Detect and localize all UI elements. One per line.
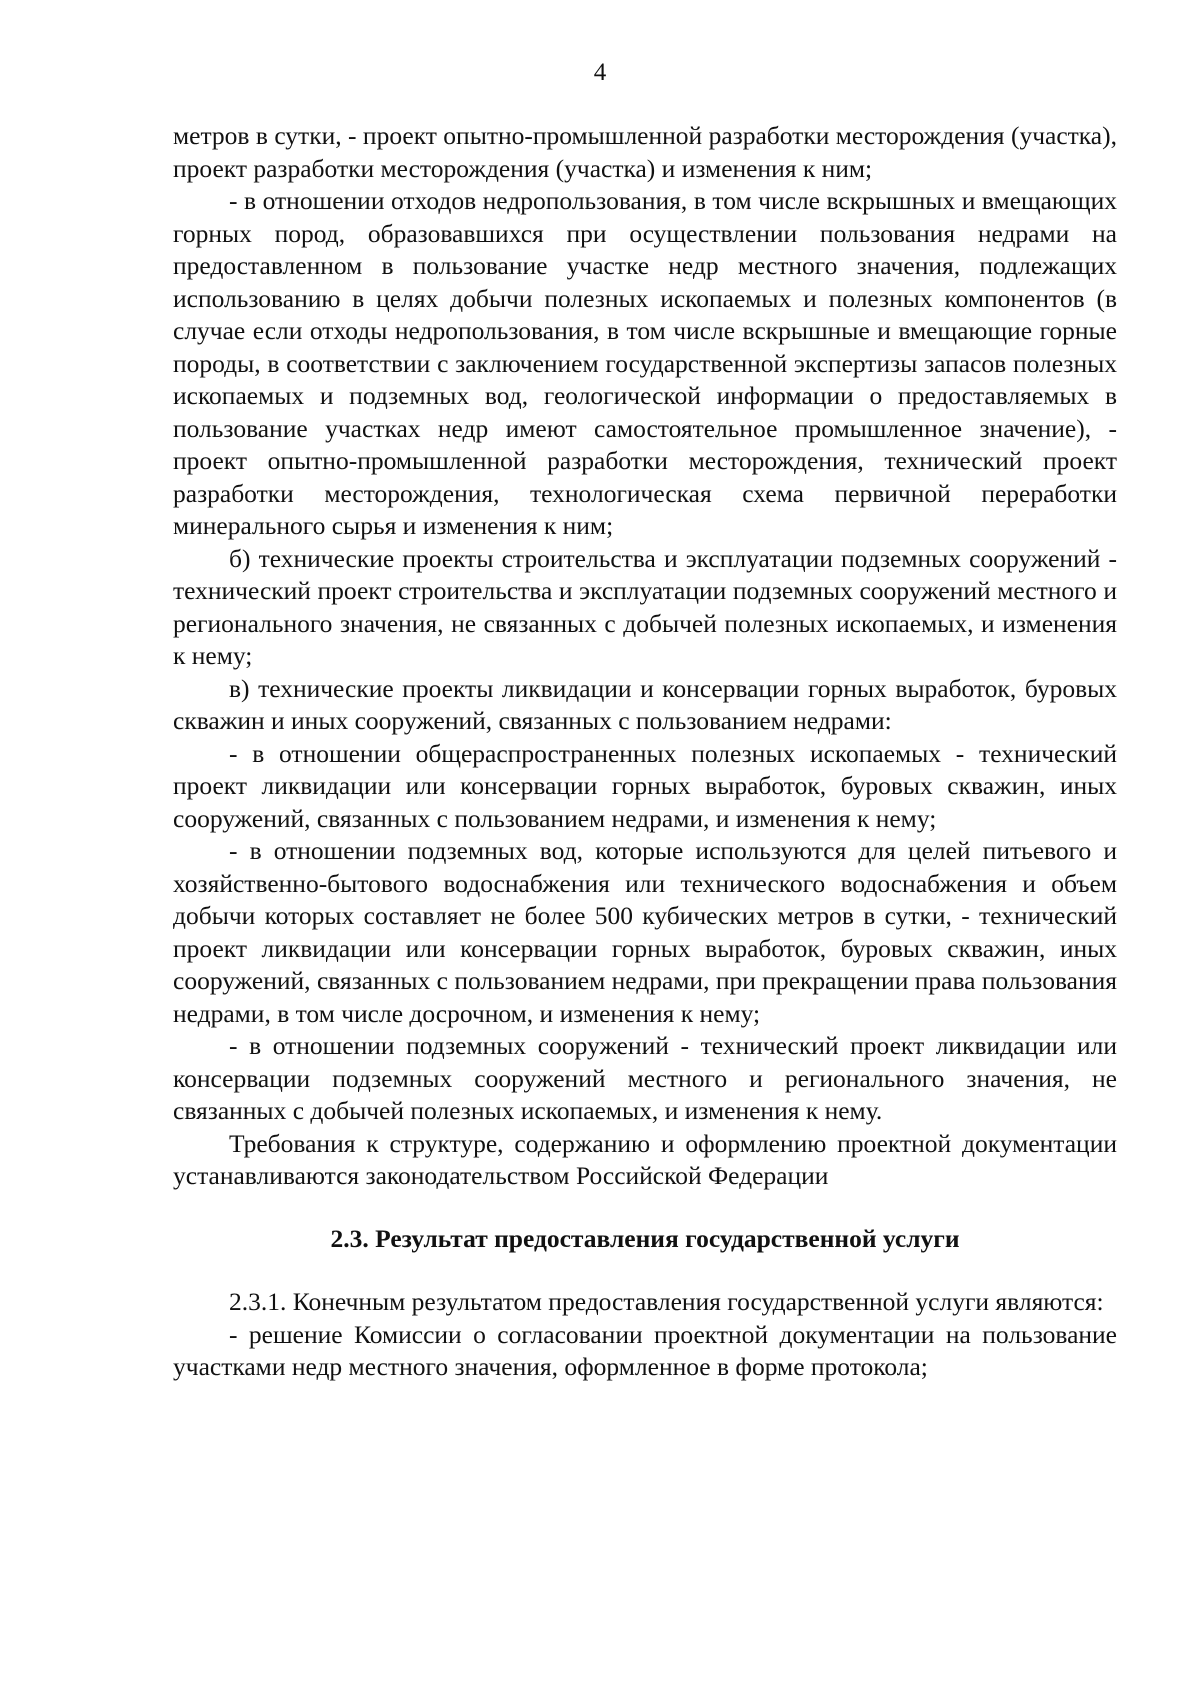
section-heading: 2.3. Результат предоставления государственной услуги [330, 1223, 960, 1253]
paragraph-common-minerals: - в отношении общераспространенных полезных ископаемых - технический проект ликвидации или консервации горных выработок, буровых скважин, иных сооружений, связанных с пользованием недрами, и изменения к нему; [173, 738, 1117, 833]
paragraph-waste-subsoil: - в отношении отходов недропользования, в том числе вскрышных и вмещающих горных пород, образовавшихся при осуществлении пользования недрами на предоставленном в пользование участке недр местного значения, подлежащих использованию в целях добычи полезных ископаемых и полезных компонентов (в случае если отходы недропользования, в том числе вскрышные и вмещающие горные породы, в соответствии с заключением государственной экспертизы запасов полезных ископаемых и подземных вод, геологической информации о предоставляемых в пользование участках недр имеют самостоятельное промышленное значение), - проект опытно-промышленной разработки месторождения, технический проект разработки месторождения, технологическая схема первичной переработки минерального сырья и изменения к ним; [173, 186, 1117, 540]
paragraph-v-liquidation-projects: в) технические проекты ликвидации и консервации горных выработок, буровых скважин и иных сооружений, связанных с пользованием недрами: [173, 673, 1117, 735]
paragraph-final-result: 2.3.1. Конечным результатом предоставления государственной услуги являются: [229, 1287, 1104, 1316]
page-number: 4 [593, 59, 607, 86]
paragraph-requirements: Требования к структуре, содержанию и оформлению проектной документации устанавливаются законодательством Российской Федерации [173, 1128, 1117, 1190]
paragraph-underground-structures: - в отношении подземных сооружений - технический проект ликвидации или консервации подземных сооружений местного и регионального значения, не связанных с добычей полезных ископаемых, и изменения к нему. [173, 1031, 1117, 1125]
paragraph-commission-decision: - решение Комиссии о согласовании проектной документации на пользование участками недр местного значения, оформленное в форме протокола; [173, 1319, 1117, 1381]
paragraph-b-underground-structures: б) технические проекты строительства и эксплуатации подземных сооружений - технический проект строительства и эксплуатации подземных сооружений местного и регионального значения, не связанных с добычей полезных ископаемых, и изменения к нему; [173, 543, 1117, 670]
document-body [173, 120, 1117, 1384]
paragraph-underground-water: - в отношении подземных вод, которые используются для целей питьевого и хозяйственно-бытового водоснабжения или технического водоснабжения и объем добычи которых составляет не более 500 кубических метров в сутки, - технический проект ликвидации или консервации горных выработок, буровых скважин, иных сооружений, связанных с пользованием недрами, при прекращении права пользования недрами, в том числе досрочном, и изменения к нему; [173, 836, 1117, 1028]
paragraph-continuation: метров в сутки, - проект опытно-промышленной разработки месторождения (участка), проект разработки месторождения (участка) и изменения к ним; [173, 121, 1117, 183]
